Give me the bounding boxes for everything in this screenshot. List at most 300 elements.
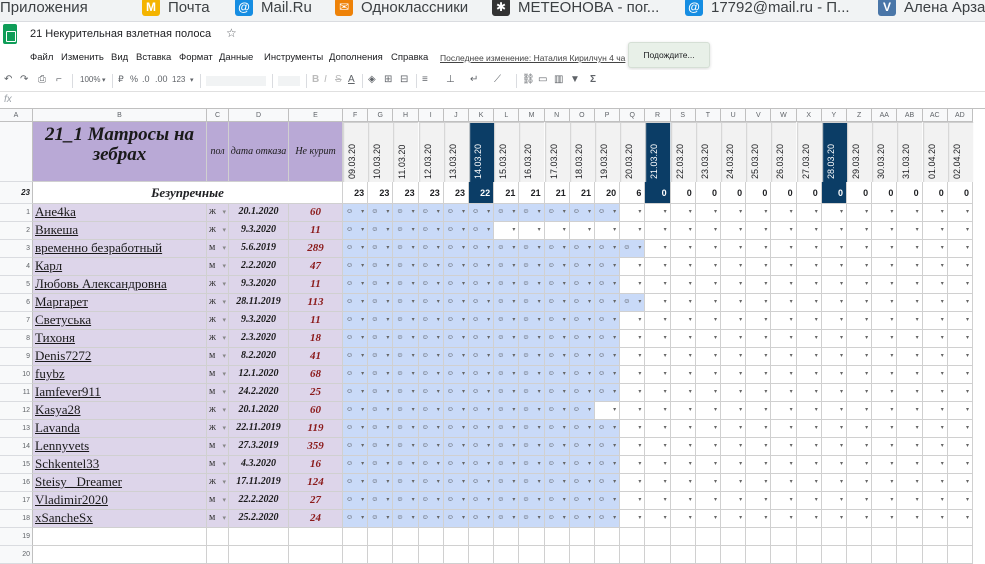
row-header[interactable]: 8 [0,330,33,348]
participant-name[interactable]: Любовь Александровна [33,276,207,294]
chevron-down-icon[interactable]: ▾ [638,389,642,395]
day-checkbox[interactable] [494,510,519,528]
refusal-date[interactable]: 20.1.2020 [229,402,289,420]
refusal-date[interactable]: 12.1.2020 [229,366,289,384]
chevron-down-icon[interactable]: ▾ [965,245,969,251]
day-checkbox[interactable] [948,330,973,348]
daily-count[interactable]: 0 [771,182,796,204]
day-checkbox[interactable] [797,276,822,294]
day-checkbox[interactable] [696,240,721,258]
star-icon[interactable]: ☆ [226,26,237,40]
chevron-down-icon[interactable]: ▾ [411,335,415,341]
participant-name[interactable]: Ане4ka [33,204,207,222]
daily-count[interactable]: 21 [519,182,544,204]
day-checkbox[interactable] [923,510,948,528]
day-checkbox[interactable] [847,492,872,510]
chevron-down-icon[interactable]: ▾ [940,353,944,359]
insert-comment-icon[interactable]: ▭ [538,74,548,85]
chevron-down-icon[interactable]: ▾ [562,317,566,323]
chevron-down-icon[interactable]: ▾ [461,371,465,377]
menu-6[interactable]: Данные [219,52,254,63]
day-checkbox[interactable] [771,294,796,312]
day-checkbox[interactable] [519,294,544,312]
day-checkbox[interactable] [393,276,418,294]
chevron-down-icon[interactable]: ▾ [940,389,944,395]
chevron-down-icon[interactable]: ▾ [411,281,415,287]
chevron-down-icon[interactable]: ▾ [512,407,516,413]
redo-icon[interactable]: ↷ [20,74,29,85]
day-checkbox[interactable] [570,510,595,528]
day-checkbox[interactable] [620,348,645,366]
chevron-down-icon[interactable]: ▾ [461,425,465,431]
empty-cell[interactable] [923,528,948,546]
day-checkbox[interactable] [595,312,620,330]
day-checkbox[interactable] [444,456,469,474]
day-checkbox[interactable] [343,438,368,456]
column-header-B[interactable]: B [33,109,207,122]
day-checkbox[interactable] [872,384,897,402]
day-checkbox[interactable] [822,330,847,348]
empty-cell[interactable] [671,528,696,546]
day-checkbox[interactable] [368,312,393,330]
day-checkbox[interactable] [746,204,771,222]
daily-count[interactable]: 23 [368,182,393,204]
day-checkbox[interactable] [696,456,721,474]
chevron-down-icon[interactable]: ▾ [940,209,944,215]
chevron-down-icon[interactable]: ▾ [512,371,516,377]
day-checkbox[interactable] [847,294,872,312]
chevron-down-icon[interactable]: ▾ [613,353,617,359]
nonsmoke-days[interactable]: 11 [289,312,343,330]
menu-3[interactable]: Вид [111,52,129,63]
day-checkbox[interactable] [872,222,897,240]
chevron-down-icon[interactable]: ▾ [537,479,541,485]
chevron-down-icon[interactable]: ▾ [789,335,793,341]
chevron-down-icon[interactable]: ▾ [739,299,743,305]
day-checkbox[interactable] [872,276,897,294]
chevron-down-icon[interactable]: ▾ [789,497,793,503]
empty-cell[interactable] [872,528,897,546]
row-header[interactable]: 9 [0,348,33,366]
strikethrough-button[interactable]: S [335,74,342,85]
date-header[interactable]: 26.03.20 [771,122,796,182]
chevron-down-icon[interactable]: ▾ [814,281,818,287]
chevron-down-icon[interactable]: ▾ [361,389,365,395]
chevron-down-icon[interactable]: ▾ [739,335,743,341]
refusal-date[interactable]: 2.3.2020 [229,330,289,348]
day-checkbox[interactable] [570,258,595,276]
day-checkbox[interactable] [620,204,645,222]
chevron-down-icon[interactable]: ▾ [865,461,869,467]
sex-cell[interactable] [207,204,229,222]
chevron-down-icon[interactable]: ▾ [814,371,818,377]
chevron-down-icon[interactable]: ▾ [839,497,843,503]
day-checkbox[interactable] [368,456,393,474]
chevron-down-icon[interactable]: ▾ [965,389,969,395]
chevron-down-icon[interactable]: ▾ [739,371,743,377]
chevron-down-icon[interactable]: ▾ [865,263,869,269]
day-checkbox[interactable] [872,492,897,510]
chevron-down-icon[interactable]: ▾ [839,263,843,269]
day-checkbox[interactable] [923,222,948,240]
day-checkbox[interactable] [419,258,444,276]
chevron-down-icon[interactable]: ▾ [587,515,591,521]
day-checkbox[interactable] [393,438,418,456]
chevron-down-icon[interactable]: ▾ [688,389,692,395]
day-checkbox[interactable] [847,456,872,474]
day-checkbox[interactable] [847,384,872,402]
chevron-down-icon[interactable]: ▾ [940,227,944,233]
day-checkbox[interactable] [494,384,519,402]
chevron-down-icon[interactable]: ▾ [461,281,465,287]
day-checkbox[interactable] [671,456,696,474]
chevron-down-icon[interactable]: ▾ [890,263,894,269]
day-checkbox[interactable] [620,258,645,276]
chevron-down-icon[interactable]: ▾ [739,497,743,503]
day-checkbox[interactable] [570,240,595,258]
day-checkbox[interactable] [645,330,670,348]
chevron-down-icon[interactable]: ▾ [512,425,516,431]
chevron-down-icon[interactable]: ▾ [865,335,869,341]
day-checkbox[interactable] [948,294,973,312]
empty-cell[interactable] [519,546,544,564]
day-checkbox[interactable] [444,420,469,438]
chevron-down-icon[interactable]: ▾ [688,335,692,341]
day-checkbox[interactable] [393,240,418,258]
row-header[interactable]: 3 [0,240,33,258]
empty-cell[interactable] [923,546,948,564]
day-checkbox[interactable] [746,312,771,330]
column-header-L[interactable]: L [494,109,519,122]
chevron-down-icon[interactable]: ▾ [814,263,818,269]
day-checkbox[interactable] [519,402,544,420]
day-checkbox[interactable] [368,384,393,402]
date-header[interactable]: 17.03.20 [545,122,570,182]
day-checkbox[interactable] [595,402,620,420]
day-checkbox[interactable] [444,294,469,312]
chevron-down-icon[interactable]: ▾ [814,461,818,467]
chevron-down-icon[interactable]: ▾ [890,425,894,431]
chevron-down-icon[interactable]: ▾ [361,461,365,467]
italic-button[interactable]: I [324,74,327,85]
day-checkbox[interactable] [948,492,973,510]
day-checkbox[interactable] [570,330,595,348]
nonsmoke-days[interactable]: 11 [289,276,343,294]
chevron-down-icon[interactable]: ▾ [587,371,591,377]
sex-cell[interactable] [207,348,229,366]
date-header[interactable]: 02.04.20 [948,122,973,182]
day-checkbox[interactable] [671,222,696,240]
print-icon[interactable]: ⎙ [38,74,46,85]
day-checkbox[interactable] [545,312,570,330]
chevron-down-icon[interactable]: ▾ [222,424,226,432]
chevron-down-icon[interactable]: ▾ [537,335,541,341]
empty-cell[interactable] [570,546,595,564]
day-checkbox[interactable] [343,510,368,528]
day-checkbox[interactable] [771,420,796,438]
paint-format-icon[interactable]: ⌐ [56,74,62,85]
chevron-down-icon[interactable]: ▾ [461,263,465,269]
day-checkbox[interactable] [721,402,746,420]
participant-name[interactable]: xSancheSx [33,510,207,528]
chevron-down-icon[interactable]: ▾ [839,299,843,305]
chevron-down-icon[interactable]: ▾ [461,515,465,521]
chevron-down-icon[interactable]: ▾ [613,443,617,449]
chevron-down-icon[interactable]: ▾ [386,281,390,287]
chevron-down-icon[interactable]: ▾ [713,479,717,485]
chevron-down-icon[interactable]: ▾ [386,317,390,323]
chevron-down-icon[interactable]: ▾ [562,263,566,269]
day-checkbox[interactable] [343,348,368,366]
chevron-down-icon[interactable]: ▾ [713,515,717,521]
chevron-down-icon[interactable]: ▾ [663,407,667,413]
day-checkbox[interactable] [645,348,670,366]
empty-cell[interactable] [948,528,973,546]
day-checkbox[interactable] [570,366,595,384]
sex-cell[interactable] [207,438,229,456]
chevron-down-icon[interactable]: ▾ [487,353,491,359]
day-checkbox[interactable] [419,312,444,330]
chevron-down-icon[interactable]: ▾ [814,479,818,485]
row-header[interactable]: 12 [0,402,33,420]
day-checkbox[interactable] [368,222,393,240]
row-header[interactable]: 11 [0,384,33,402]
chevron-down-icon[interactable]: ▾ [688,497,692,503]
chevron-down-icon[interactable]: ▾ [965,425,969,431]
chevron-down-icon[interactable]: ▾ [764,443,768,449]
bookmark-2[interactable] [142,0,210,18]
day-checkbox[interactable] [948,510,973,528]
functions-button[interactable]: Σ [590,74,597,85]
chevron-down-icon[interactable]: ▾ [613,371,617,377]
chevron-down-icon[interactable]: ▾ [487,227,491,233]
refusal-date[interactable]: 2.2.2020 [229,258,289,276]
chevron-down-icon[interactable]: ▾ [222,388,226,396]
percent-button[interactable]: % [130,74,139,84]
chevron-down-icon[interactable]: ▾ [361,371,365,377]
day-checkbox[interactable] [897,438,922,456]
day-checkbox[interactable] [393,402,418,420]
chevron-down-icon[interactable]: ▾ [688,407,692,413]
refusal-date[interactable]: 27.3.2019 [229,438,289,456]
day-checkbox[interactable] [771,384,796,402]
day-checkbox[interactable] [570,204,595,222]
day-checkbox[interactable] [721,384,746,402]
row-header[interactable]: 1 [0,204,33,222]
day-checkbox[interactable] [393,258,418,276]
daily-count[interactable]: 0 [923,182,948,204]
chevron-down-icon[interactable]: ▾ [411,317,415,323]
day-checkbox[interactable] [822,276,847,294]
day-checkbox[interactable] [393,330,418,348]
day-checkbox[interactable] [771,204,796,222]
day-checkbox[interactable] [444,510,469,528]
chevron-down-icon[interactable]: ▾ [915,245,919,251]
chevron-down-icon[interactable]: ▾ [386,209,390,215]
day-checkbox[interactable] [545,456,570,474]
day-checkbox[interactable] [494,276,519,294]
day-checkbox[interactable] [822,294,847,312]
date-header[interactable]: 12.03.20 [419,122,444,182]
day-checkbox[interactable] [419,510,444,528]
chevron-down-icon[interactable]: ▾ [487,281,491,287]
chevron-down-icon[interactable]: ▾ [436,245,440,251]
day-checkbox[interactable] [620,510,645,528]
chevron-down-icon[interactable]: ▾ [386,425,390,431]
chevron-down-icon[interactable]: ▾ [764,479,768,485]
day-checkbox[interactable] [721,204,746,222]
chevron-down-icon[interactable]: ▾ [562,515,566,521]
chevron-down-icon[interactable]: ▾ [789,371,793,377]
empty-cell[interactable] [368,546,393,564]
day-checkbox[interactable] [419,402,444,420]
day-checkbox[interactable] [444,276,469,294]
chevron-down-icon[interactable]: ▾ [436,299,440,305]
chevron-down-icon[interactable]: ▾ [814,425,818,431]
day-checkbox[interactable] [645,258,670,276]
day-checkbox[interactable] [671,276,696,294]
chevron-down-icon[interactable]: ▾ [537,263,541,269]
day-checkbox[interactable] [645,402,670,420]
chevron-down-icon[interactable]: ▾ [222,334,226,342]
day-checkbox[interactable] [519,438,544,456]
chevron-down-icon[interactable]: ▾ [688,443,692,449]
chevron-down-icon[interactable]: ▾ [537,515,541,521]
empty-cell[interactable] [469,528,494,546]
chevron-down-icon[interactable]: ▾ [222,244,226,252]
day-checkbox[interactable] [519,258,544,276]
date-header[interactable]: 16.03.20 [519,122,544,182]
chevron-down-icon[interactable]: ▾ [965,335,969,341]
daily-count[interactable]: 0 [671,182,696,204]
zoom-select[interactable]: 100% [80,75,101,84]
chevron-down-icon[interactable]: ▾ [739,353,743,359]
chevron-down-icon[interactable]: ▾ [638,209,642,215]
day-checkbox[interactable] [519,330,544,348]
day-checkbox[interactable] [897,330,922,348]
column-header-N[interactable]: N [545,109,570,122]
chevron-down-icon[interactable]: ▾ [663,245,667,251]
chevron-down-icon[interactable]: ▾ [839,335,843,341]
column-header-G[interactable]: G [368,109,393,122]
participant-name[interactable]: Steisy_ Dreamer [33,474,207,492]
bookmark-4[interactable] [335,0,468,18]
chevron-down-icon[interactable]: ▾ [638,497,642,503]
day-checkbox[interactable] [645,204,670,222]
chevron-down-icon[interactable]: ▾ [512,389,516,395]
chevron-down-icon[interactable]: ▾ [713,335,717,341]
day-checkbox[interactable] [923,366,948,384]
daily-count[interactable]: 0 [847,182,872,204]
chevron-down-icon[interactable]: ▾ [638,425,642,431]
empty-cell[interactable] [897,528,922,546]
chevron-down-icon[interactable]: ▾ [411,461,415,467]
row-header[interactable]: 5 [0,276,33,294]
day-checkbox[interactable] [746,402,771,420]
day-checkbox[interactable] [494,456,519,474]
date-header[interactable]: 14.03.20 [469,122,494,182]
chevron-down-icon[interactable]: ▾ [713,227,717,233]
chevron-down-icon[interactable]: ▾ [688,461,692,467]
date-header[interactable]: 15.03.20 [494,122,519,182]
chevron-down-icon[interactable]: ▾ [890,443,894,449]
row-header[interactable]: 20 [0,546,33,564]
date-header[interactable]: 30.03.20 [872,122,897,182]
empty-cell[interactable] [570,528,595,546]
day-checkbox[interactable] [746,456,771,474]
day-checkbox[interactable] [645,240,670,258]
chevron-down-icon[interactable]: ▾ [386,461,390,467]
chevron-down-icon[interactable]: ▾ [613,281,617,287]
day-checkbox[interactable] [847,258,872,276]
chevron-down-icon[interactable]: ▾ [562,281,566,287]
chevron-down-icon[interactable]: ▾ [436,371,440,377]
chevron-down-icon[interactable]: ▾ [789,299,793,305]
column-header-U[interactable]: U [721,109,746,122]
chevron-down-icon[interactable]: ▾ [461,389,465,395]
day-checkbox[interactable] [872,474,897,492]
day-checkbox[interactable] [368,510,393,528]
row-header[interactable] [0,122,33,182]
chevron-down-icon[interactable]: ▾ [713,281,717,287]
chevron-down-icon[interactable]: ▾ [940,407,944,413]
menu-7[interactable]: Инструменты [264,52,324,63]
row-header[interactable]: 7 [0,312,33,330]
day-checkbox[interactable] [469,402,494,420]
day-checkbox[interactable] [368,420,393,438]
day-checkbox[interactable] [393,384,418,402]
day-checkbox[interactable] [393,474,418,492]
chevron-down-icon[interactable]: ▾ [562,407,566,413]
chevron-down-icon[interactable]: ▾ [361,407,365,413]
day-checkbox[interactable] [494,204,519,222]
refusal-date-header[interactable]: дата отказа [229,122,289,182]
chevron-down-icon[interactable]: ▾ [663,479,667,485]
chevron-down-icon[interactable]: ▾ [461,497,465,503]
empty-cell[interactable] [289,528,343,546]
empty-cell[interactable] [620,528,645,546]
day-checkbox[interactable] [645,510,670,528]
chevron-down-icon[interactable]: ▾ [537,299,541,305]
empty-cell[interactable] [207,528,229,546]
day-checkbox[interactable] [570,276,595,294]
chevron-down-icon[interactable]: ▾ [638,263,642,269]
day-checkbox[interactable] [343,492,368,510]
chevron-down-icon[interactable]: ▾ [688,425,692,431]
chevron-down-icon[interactable]: ▾ [865,479,869,485]
day-checkbox[interactable] [872,258,897,276]
chevron-down-icon[interactable]: ▾ [663,317,667,323]
chevron-down-icon[interactable]: ▾ [361,281,365,287]
day-checkbox[interactable] [721,366,746,384]
day-checkbox[interactable] [419,294,444,312]
day-checkbox[interactable] [444,330,469,348]
day-checkbox[interactable] [746,258,771,276]
chevron-down-icon[interactable]: ▾ [739,407,743,413]
chevron-down-icon[interactable]: ▾ [663,209,667,215]
day-checkbox[interactable] [645,312,670,330]
day-checkbox[interactable] [847,276,872,294]
day-checkbox[interactable] [645,276,670,294]
menu-2[interactable]: Изменить [61,52,104,63]
chevron-down-icon[interactable]: ▾ [713,443,717,449]
chevron-down-icon[interactable]: ▾ [222,514,226,522]
empty-cell[interactable] [229,528,289,546]
day-checkbox[interactable] [595,438,620,456]
chevron-down-icon[interactable]: ▾ [663,371,667,377]
day-checkbox[interactable] [393,492,418,510]
chevron-down-icon[interactable]: ▾ [915,353,919,359]
